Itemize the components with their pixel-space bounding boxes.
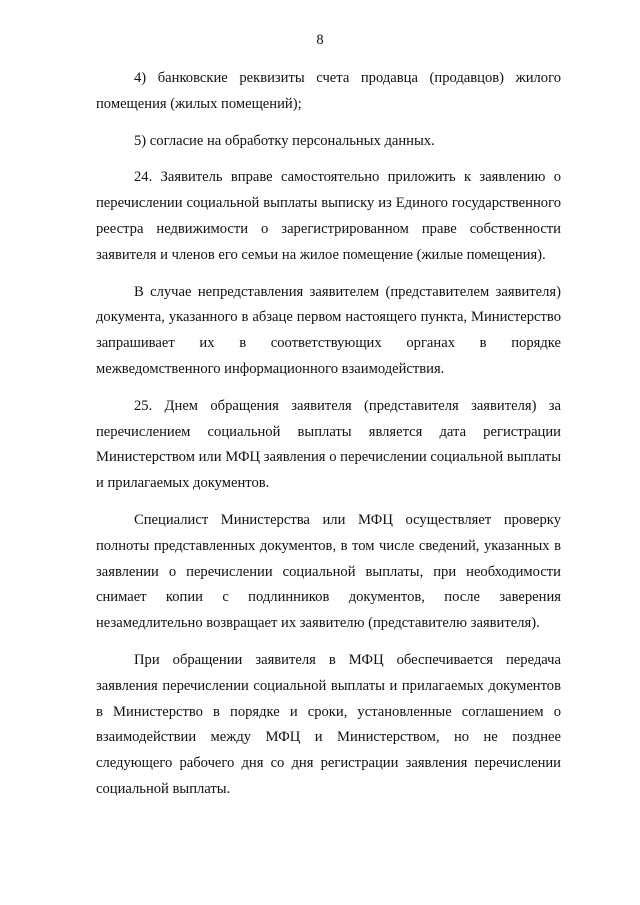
paragraph-mfc-transfer: При обращении заявителя в МФЦ обеспечивается передача заявления перечислении социальной выплаты и прилагаемых документов в Министерство в порядке и сроки, установленные соглашением о взаимодействии между МФЦ и Министерством, но не позднее следующего рабочего дня со дня регистрации заявления перечислении социальной выплаты. xyxy=(96,651,561,797)
paragraph-consent: 5) согласие на обработку персональных данных. xyxy=(134,132,435,149)
paragraph-item-25: 25. Днем обращения заявителя (представителя заявителя) за перечислением социальной выплаты является дата регистрации Министерством или МФЦ заявления о перечислении социальной выплаты и прилагаемых документов. xyxy=(96,397,561,492)
paragraph-non-submission: В случае непредставления заявителем (представителем заявителя) документа, указанного в абзаце первом настоящего пункта, Министерство запрашивает их в соответствующих органах в порядке межведомственного информационного взаимодействия. xyxy=(96,283,561,377)
page-number: 8 xyxy=(316,32,324,48)
document-body xyxy=(96,66,561,814)
paragraph-specialist-check: Специалист Министерства или МФЦ осуществляет проверку полноты представленных документов, в том числе сведений, указанных в заявлении о перечислении социальной выплаты, при необходимости снимает копии с подлинников документов, после заверения незамедлительно возвращает их заявителю (представителю заявителя). xyxy=(96,511,561,632)
paragraph-item-24: 24. Заявитель вправе самостоятельно приложить к заявлению о перечислении социальной выплаты выписку из Единого государственного реестра недвижимости о зарегистрированном праве собственности заявителя и членов его семьи на жилое помещение (жилые помещения). xyxy=(96,169,561,263)
paragraph-bank-details: 4) банковские реквизиты счета продавца (продавцов) жилого помещения (жилых помещений); xyxy=(96,70,561,112)
